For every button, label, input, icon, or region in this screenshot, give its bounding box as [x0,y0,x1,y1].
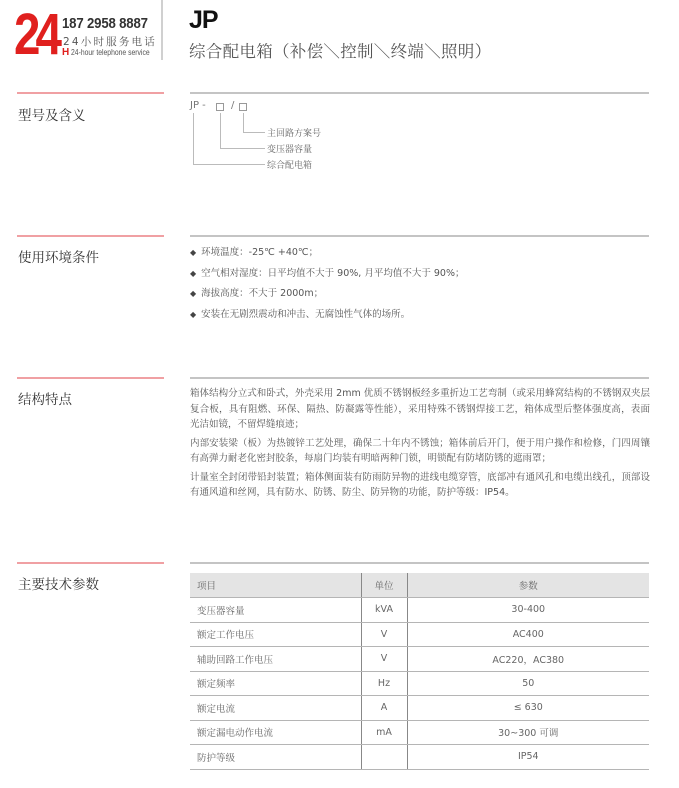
label-transformer-capacity: 变压器容量 [267,145,313,155]
list-item [190,267,464,288]
section-divider-grey [190,92,649,94]
cell-value: 30~300 可调 [407,720,649,745]
diamond-icon: ◆ [190,289,197,298]
list-item-text: 安装在无剧烈震动和冲击、无腐蚀性气体的场所。 [201,308,411,320]
cell-unit [361,745,407,770]
table-row [190,647,649,672]
section-divider-grey [190,235,649,237]
header-divider [161,0,163,60]
model-code-diagram [190,100,390,180]
cell-unit: V [361,647,407,672]
table-header-row [190,573,649,598]
section-divider-grey [190,377,649,379]
column-header-item: 项目 [190,573,361,598]
cell-unit: mA [361,720,407,745]
section-title-tech-params: 主要技术参数 [18,577,99,593]
placeholder-box-scheme [239,103,247,111]
cell-value: AC220，AC380 [407,647,649,672]
cell-value: ≤ 630 [407,696,649,721]
table-row [190,671,649,696]
section-divider-grey [190,562,649,564]
cell-item: 额定频率 [190,671,361,696]
cell-value: IP54 [407,745,649,770]
cell-item: 变压器容量 [190,598,361,623]
hotline-number: 187 2958 8887 [62,15,148,32]
cell-unit: kVA [361,598,407,623]
logo-24: 24 [14,2,58,67]
paragraph: 箱体结构分立式和卧式，外壳采用 2mm 优质不锈钢板经多重折边工艺弯制（或采用蜂窝结构的不锈钢双夹层复合板，具有阻燃、环保、隔热、防凝露等性能），采用特殊不锈钢焊接工艺，箱体成型后整体强度高，表面光洁如镜，不留焊缝痕迹； [190,388,650,430]
section-divider-red [17,235,164,237]
section-title-structure: 结构特点 [18,392,72,408]
cell-item: 防护等级 [190,745,361,770]
connector-line [243,113,244,132]
hotline-label-cn: 24小时服务电话 [63,36,157,48]
list-item-text: 空气相对湿度：日平均值不大于 90%, 月平均值不大于 90%； [201,267,465,279]
cell-unit: A [361,696,407,721]
table-row [190,696,649,721]
model-code-prefix: JP - [190,100,206,111]
connector-line [220,148,265,149]
page-title: JP [189,6,218,34]
list-item-text: 海拔高度：不大于 2000m； [201,288,324,299]
list-item [190,287,464,308]
diamond-icon: ◆ [190,309,197,319]
cell-unit: V [361,622,407,647]
column-header-unit: 单位 [361,573,407,598]
section-title-model: 型号及含义 [18,108,86,124]
label-main-circuit-scheme: 主回路方案号 [267,129,322,139]
section-divider-red [17,377,164,379]
cell-value: AC400 [407,622,649,647]
paragraph: 计量室全封闭带铅封装置；箱体侧面装有防雨防异物的进线电缆穿管，底部冲有通风孔和电缆出线孔，顶部设有通风道和丝网，具有防水、防锈、防尘、防异物的功能，防护等级：IP54。 [190,471,650,498]
column-header-value: 参数 [407,573,649,598]
hotline-label-en: 24-hour telephone service [71,48,150,57]
structure-description [190,386,650,504]
paragraph: 内部安装梁（板）为热镀锌工艺处理，确保二十年内不锈蚀；箱体前后开门，便于用户操作和检修，门四周镶有高弹力耐老化密封胶条，每扇门均装有明暗两种门锁，明锁配有防堵防锈的遮雨罩； [190,437,650,464]
list-item-text: 环境温度：-25℃ +40℃； [201,247,319,258]
diamond-icon: ◆ [190,248,197,257]
cell-item: 额定电流 [190,696,361,721]
page-subtitle: 综合配电箱（补偿＼控制＼终端＼照明） [189,42,492,61]
connector-line [243,132,265,133]
cell-value: 50 [407,671,649,696]
model-code-separator: / [231,100,235,111]
section-title-environment: 使用环境条件 [18,250,99,266]
list-item [190,246,464,267]
list-item [190,308,464,329]
table-row [190,598,649,623]
tech-params-table [190,573,649,770]
diamond-icon: ◆ [190,268,197,278]
connector-line [220,113,221,148]
environment-list [190,246,464,328]
cell-value: 30-400 [407,598,649,623]
table-row [190,622,649,647]
table-row [190,720,649,745]
table-row [190,745,649,770]
connector-line [193,113,194,164]
cell-item: 辅助回路工作电压 [190,647,361,672]
placeholder-box-capacity [216,103,224,111]
cell-item: 额定漏电动作电流 [190,720,361,745]
section-divider-red [17,92,164,94]
cell-unit: Hz [361,671,407,696]
label-distribution-box: 综合配电箱 [267,161,313,171]
cell-item: 额定工作电压 [190,622,361,647]
connector-line [193,164,265,165]
hotline-h-mark: H [62,47,70,58]
section-divider-red [17,562,164,564]
